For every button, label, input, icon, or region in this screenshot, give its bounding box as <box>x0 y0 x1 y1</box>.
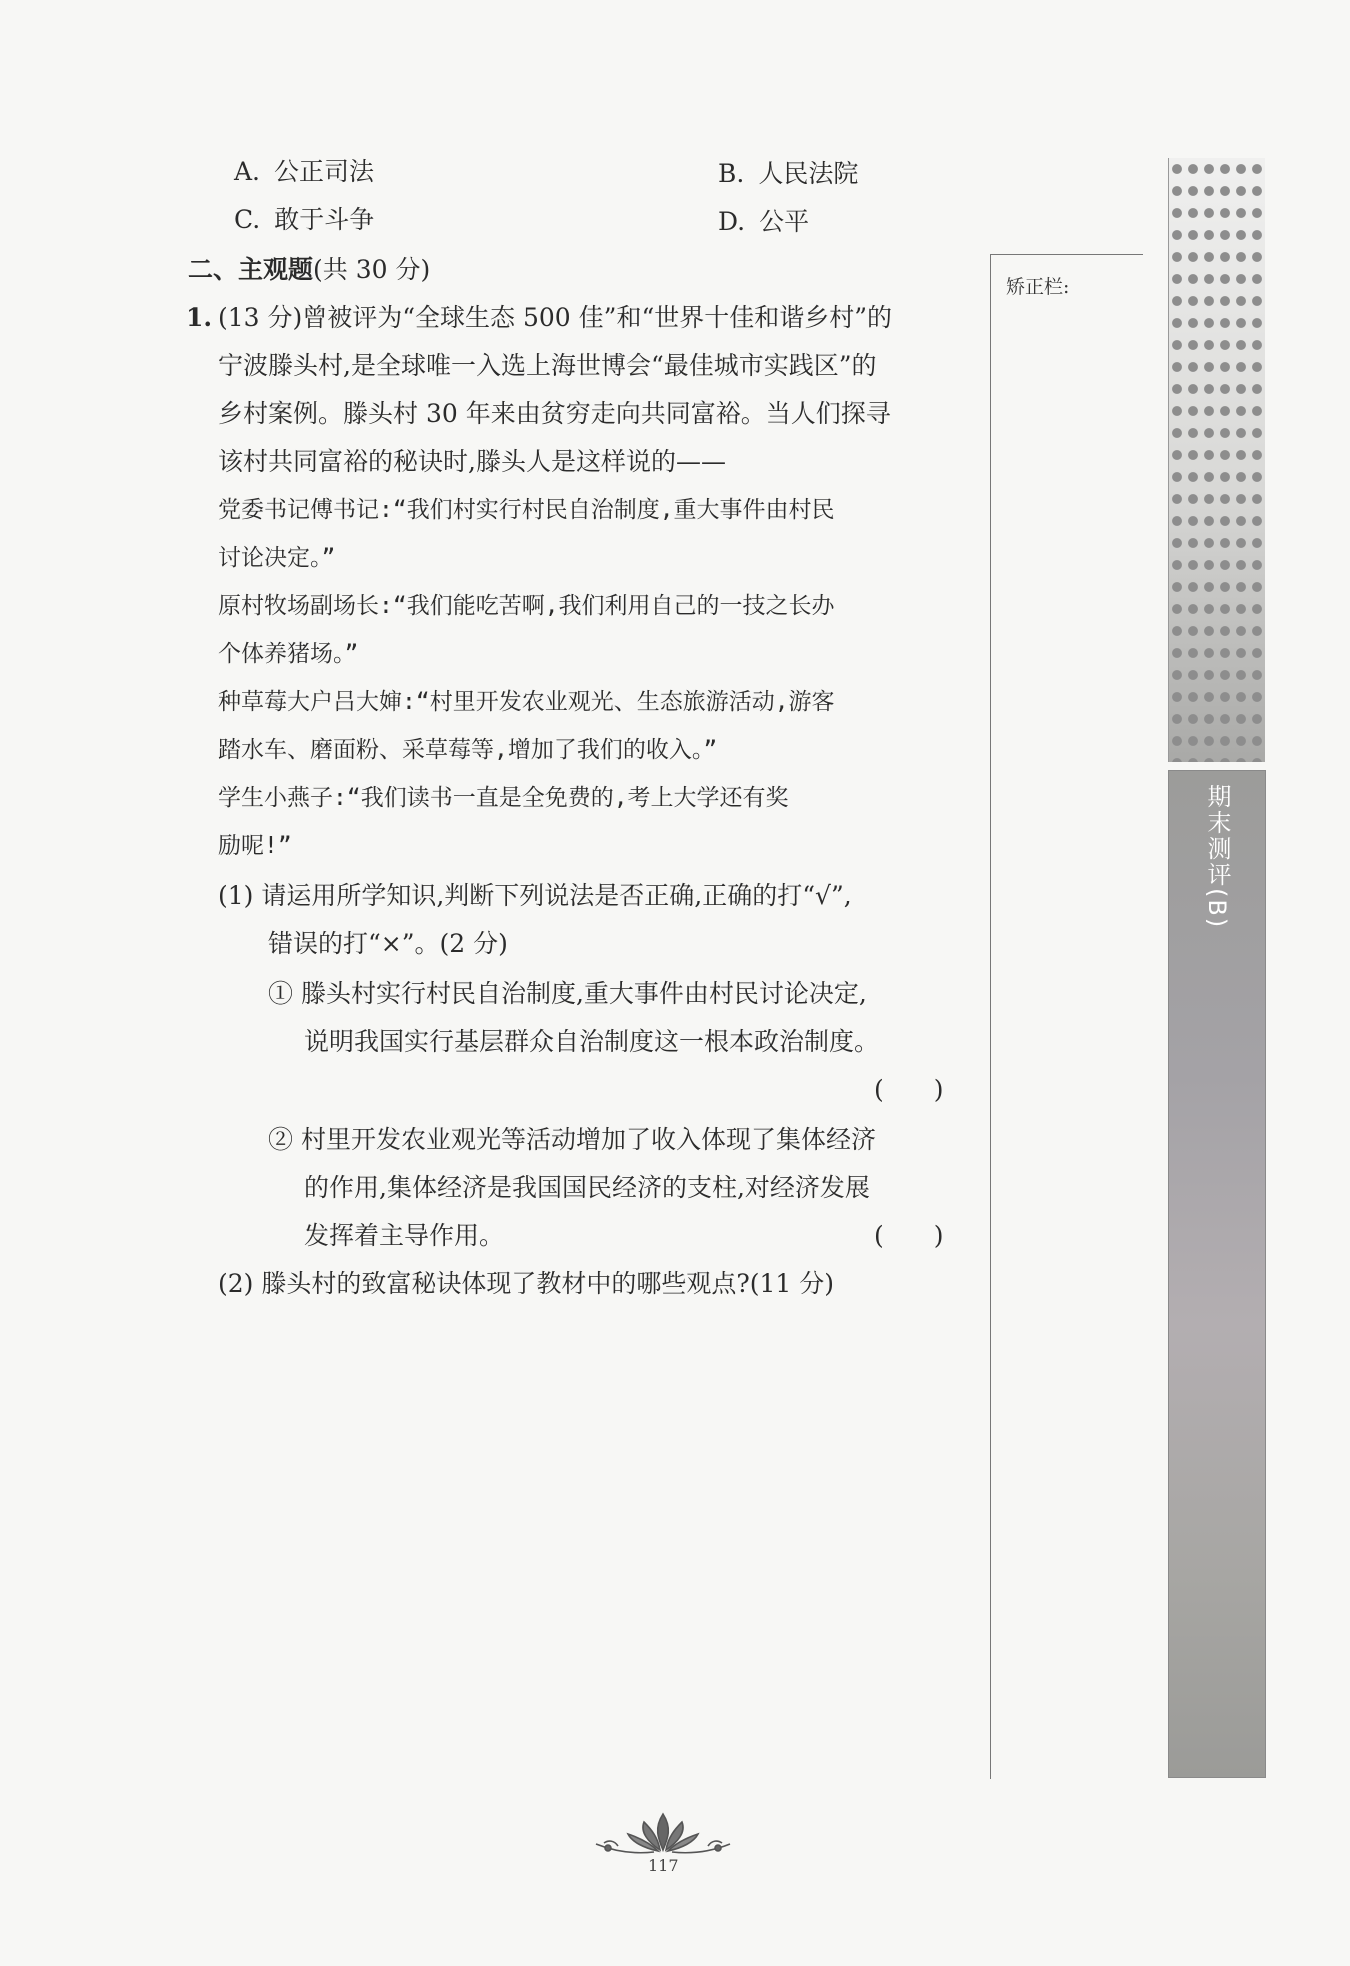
subquestion-2: (2) 滕头村的致富秘诀体现了教材中的哪些观点?(11 分) <box>218 1269 835 1298</box>
page-number: 117 <box>648 1856 679 1875</box>
quote-line: 种草莓大户吕大婶:“村里开发农业观光、生态旅游活动,游客 <box>218 689 835 715</box>
quote-line: 励呢!” <box>218 833 292 859</box>
question-number: 1. <box>186 303 213 332</box>
statement-1: ① 滕头村实行村民自治制度,重大事件由村民讨论决定, <box>268 979 867 1008</box>
statement-2-cont: 的作用,集体经济是我国国民经济的支柱,对经济发展 <box>304 1173 870 1202</box>
statement-1-cont: 说明我国实行基层群众自治制度这一根本政治制度。 <box>304 1027 880 1056</box>
quote-line: 原村牧场副场长:“我们能吃苦啊,我们利用自己的一技之长办 <box>218 593 835 619</box>
statement-2: ② 村里开发农业观光等活动增加了收入体现了集体经济 <box>268 1125 876 1154</box>
quote-line: 党委书记傅书记:“我们村实行村民自治制度,重大事件由村民 <box>218 497 835 523</box>
decorative-pattern <box>1168 158 1265 762</box>
subquestion-1-cont: 错误的打“×”。(2 分) <box>268 929 508 958</box>
quote-line: 学生小燕子:“我们读书一直是全免费的,考上大学还有奖 <box>218 785 789 811</box>
floral-ornament-icon <box>588 1810 738 1856</box>
intro-line: 乡村案例。滕头村 30 年来由贫穷走向共同富裕。当人们探寻 <box>218 399 891 428</box>
side-tab-label: 期末测评(B) <box>1203 784 1231 930</box>
quote-line: 讨论决定。” <box>218 545 336 571</box>
section-title: 二、主观题 <box>188 255 314 284</box>
quote-line: 踏水车、磨面粉、采草莓等,增加了我们的收入。” <box>218 737 718 763</box>
section-heading <box>188 252 430 288</box>
answer-blank-1[interactable]: ( ) <box>874 1075 944 1104</box>
intro-line: (13 分)曾被评为“全球生态 500 佳”和“世界十佳和谐乡村”的 <box>218 303 893 332</box>
answer-blank-2[interactable]: ( ) <box>874 1221 944 1250</box>
subquestion-1: (1) 请运用所学知识,判断下列说法是否正确,正确的打“√”, <box>218 881 852 910</box>
option-b: B. 人民法院 <box>718 159 859 188</box>
correction-column <box>990 254 1143 1779</box>
correction-label: 矫正栏: <box>1006 276 1070 298</box>
intro-line: 该村共同富裕的秘诀时,滕头人是这样说的—— <box>218 447 726 476</box>
option-d: D. 公平 <box>718 207 810 236</box>
quote-line: 个体养猪场。” <box>218 641 359 667</box>
statement-2-cont: 发挥着主导作用。 <box>304 1221 505 1250</box>
option-c: C. 敢于斗争 <box>234 205 375 234</box>
option-a: A. 公正司法 <box>234 157 375 186</box>
section-points: (共 30 分) <box>313 255 431 284</box>
intro-line: 宁波滕头村,是全球唯一入选上海世博会“最佳城市实践区”的 <box>218 351 877 380</box>
